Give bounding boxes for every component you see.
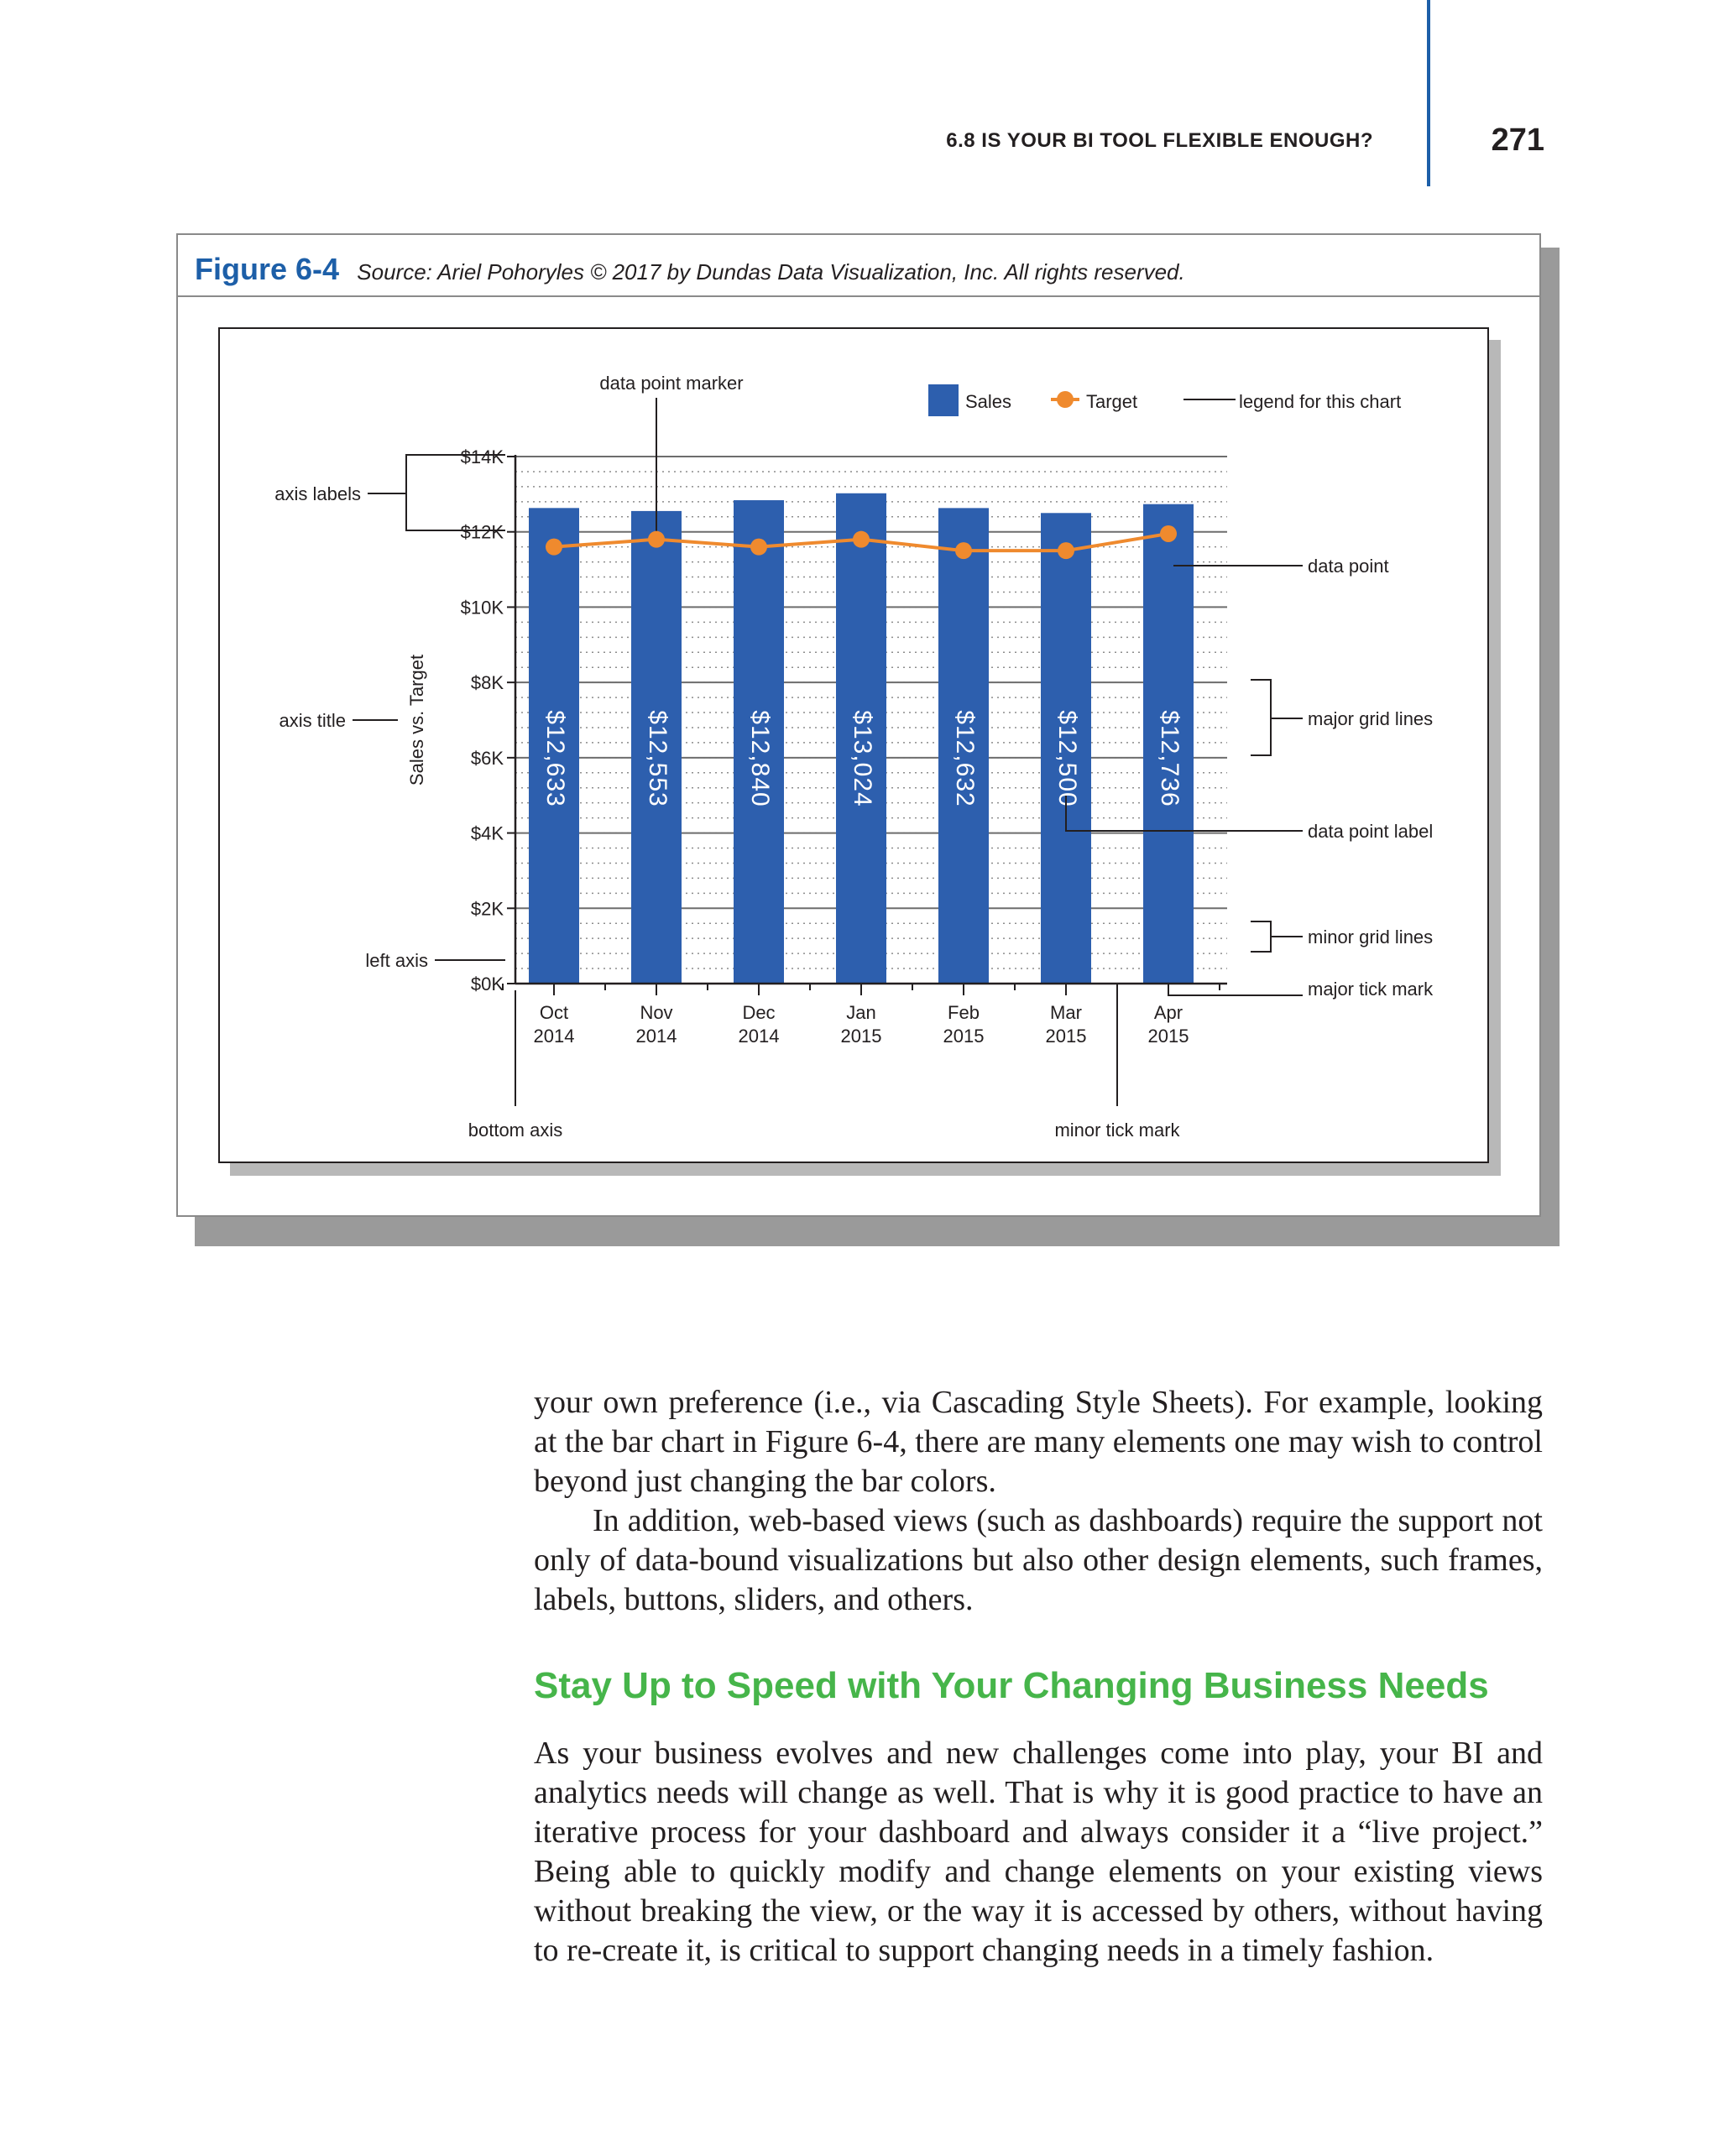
target-marker [1058, 542, 1074, 559]
x-tick-label-year: 2015 [1045, 1026, 1087, 1047]
bar-value-label: $13,024 [849, 710, 877, 807]
y-tick-label: $14K [460, 446, 504, 467]
x-tick-label-month: Oct [539, 1002, 569, 1023]
body-paragraph-3: As your business evolves and new challenges come into play, your BI and analytics needs will change as well. That is why it is good practice to have an iterative process for your dashboard and always consider it a “live project.” Being able to quickly modify and change elements on your existing views without breaking the view, or the way it is accessed by others, without having to re-create it, is critical to support changing needs in a timely fashion. [534, 1736, 1543, 1968]
target-marker [546, 539, 562, 556]
target-marker [853, 531, 870, 548]
x-tick-label-year: 2014 [635, 1026, 677, 1047]
page-number: 271 [1491, 123, 1544, 158]
y-tick-label: $8K [470, 672, 504, 694]
target-marker [648, 531, 665, 548]
annotated-bar-chart [220, 329, 1487, 1162]
annotation-legend: legend for this chart [1239, 391, 1402, 412]
x-tick-label-month: Jan [846, 1002, 876, 1023]
annotation-minor-grid-lines: minor grid lines [1308, 927, 1434, 947]
callout-axis-labels-stub [406, 453, 435, 532]
y-tick-label: $12K [460, 521, 504, 543]
x-tick-label-year: 2014 [738, 1026, 780, 1047]
y-tick-label: $4K [470, 822, 504, 844]
annotation-data-point: data point [1308, 556, 1389, 577]
chart-panel [218, 327, 1489, 1163]
annotation-data-point-label: data point label [1308, 821, 1434, 842]
annotation-axis-title: axis title [279, 710, 346, 731]
x-tick-label-year: 2015 [943, 1026, 985, 1047]
running-head: 6.8 IS YOUR BI TOOL FLEXIBLE ENOUGH? [946, 129, 1373, 152]
x-tick-label-year: 2014 [533, 1026, 575, 1047]
x-tick-label-year: 2015 [1147, 1026, 1189, 1047]
body-paragraph-1: your own preference (i.e., via Cascading Style Sheets). For example, looking at the bar chart in Figure 6-4, there are many elements one may wish to control beyond just changing the bar colors. [534, 1385, 1543, 1499]
annotation-major-tick-mark: major tick mark [1308, 979, 1434, 1000]
figure-source: Source: Ariel Pohoryles © 2017 by Dundas Data Visualization, Inc. All rights reserved. [357, 259, 1185, 285]
annotation-data-point-marker: data point marker [599, 373, 744, 394]
section-heading: Stay Up to Speed with Your Changing Business Needs [534, 1665, 1489, 1706]
callout-major-tick-mark [1168, 990, 1303, 995]
x-tick-label-month: Feb [948, 1002, 980, 1023]
y-tick-label: $10K [460, 597, 504, 619]
x-tick-label-month: Nov [640, 1002, 673, 1023]
legend-target-marker [1057, 391, 1074, 408]
body-paragraph-2: In addition, web-based views (such as dashboards) require the support not only of data-bound visualizations but also other design elements, such frames, labels, buttons, sliders, and others. [534, 1503, 1543, 1617]
x-tick-label-month: Mar [1050, 1002, 1082, 1023]
figure-label: Figure 6-4 [195, 252, 340, 286]
callout-major-grid-bracket [1251, 680, 1271, 755]
x-tick-label-month: Apr [1153, 1002, 1183, 1023]
annotation-major-grid-lines: major grid lines [1308, 708, 1434, 729]
bar-value-label: $12,840 [746, 710, 775, 807]
y-axis-title: Sales vs. Target [406, 654, 427, 786]
legend-sales-swatch [928, 384, 959, 416]
callout-minor-grid-bracket [1251, 921, 1271, 952]
target-marker [955, 542, 972, 559]
y-tick-label: $0K [470, 974, 504, 994]
annotation-axis-labels: axis labels [274, 483, 361, 504]
target-marker [1160, 525, 1177, 542]
figure-caption [195, 252, 1185, 287]
annotation-bottom-axis: bottom axis [468, 1120, 563, 1141]
caption-rule [178, 295, 1539, 297]
annotation-minor-tick-mark: minor tick mark [1054, 1120, 1180, 1141]
x-tick-label-year: 2015 [840, 1026, 882, 1047]
y-tick-label: $2K [470, 898, 504, 920]
legend-target-label: Target [1086, 391, 1138, 412]
target-marker [750, 539, 767, 556]
bar-value-label: $12,632 [951, 710, 980, 807]
annotation-left-axis: left axis [365, 950, 428, 971]
bar-value-label: $12,500 [1053, 710, 1082, 807]
legend-sales-label: Sales [965, 391, 1012, 412]
bar-value-label: $12,633 [541, 710, 570, 807]
y-tick-label: $6K [470, 747, 504, 769]
header-rule [1427, 0, 1430, 186]
bar-value-label: $12,553 [644, 710, 672, 807]
x-tick-label-month: Dec [742, 1002, 776, 1023]
bar-value-label: $12,736 [1156, 710, 1184, 807]
